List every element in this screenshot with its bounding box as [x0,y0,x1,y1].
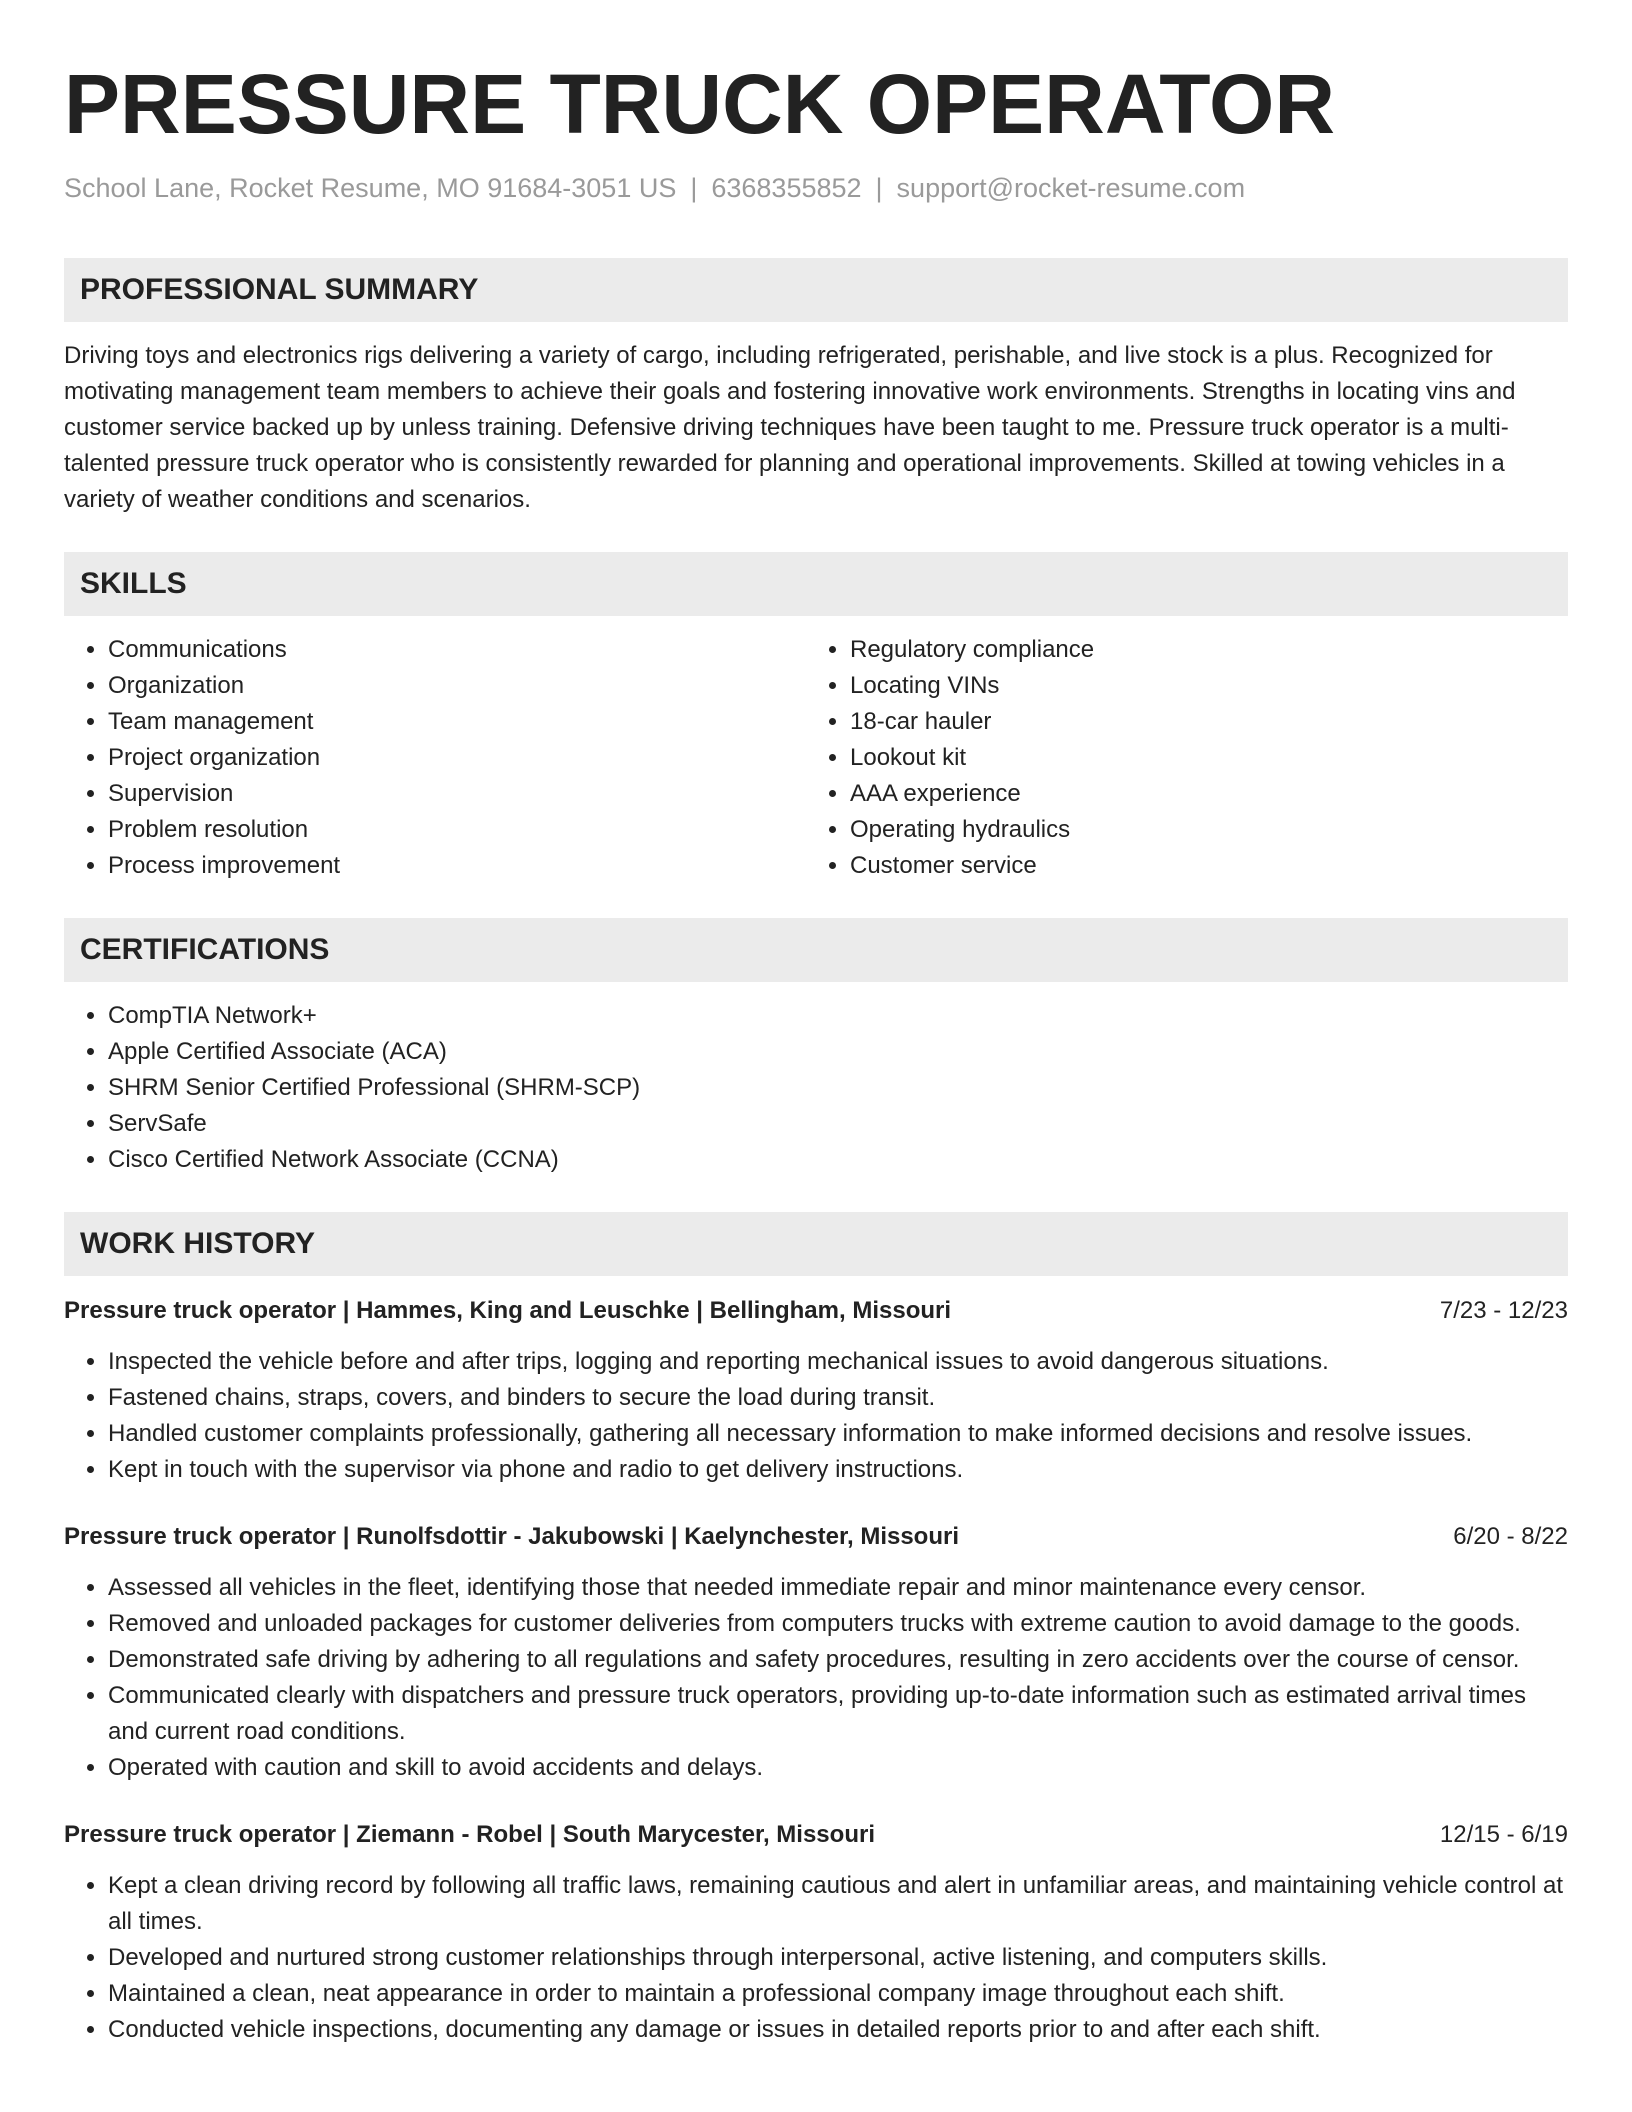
job-entry [64,1818,1568,2048]
skills-column-left [64,632,806,884]
certification-item: • Apple Certified Associate (ACA) [108,1034,1568,1070]
skills-section [64,552,1568,884]
job-bullet: • Communicated clearly with dispatchers and pressure truck operators, providing up-to-date information such as estimated arrival times and current road conditions. [108,1678,1568,1750]
job-bullets [64,1868,1568,2048]
contact-address: School Lane, Rocket Resume, MO 91684-3051 US [64,173,677,203]
skill-item: • Project organization [108,740,806,776]
skills-list-right [806,632,1548,884]
certification-item: • CompTIA Network+ [108,998,1568,1034]
job-bullet: • Developed and nurtured strong customer relationships through interpersonal, active listening, and computers skills. [108,1940,1568,1976]
certification-item: • SHRM Senior Certified Professional (SHRM-SCP) [108,1070,1568,1106]
job-entry [64,1294,1568,1488]
job-title: Pressure truck operator | Runolfsdottir - Jakubowski | Kaelynchester, Missouri [64,1523,960,1550]
skills-list-left [64,632,806,884]
certifications-heading: CERTIFICATIONS [64,918,1568,982]
job-header [64,1520,1568,1554]
contact-separator: | [690,173,698,203]
job-dates: 6/20 - 8/22 [1453,1523,1568,1550]
job-header [64,1294,1568,1328]
skills-heading: SKILLS [64,552,1568,616]
job-bullet: • Fastened chains, straps, covers, and binders to secure the load during transit. [108,1380,1568,1416]
job-bullet: • Maintained a clean, neat appearance in order to maintain a professional company image throughout each shift. [108,1976,1568,2012]
certifications-list [64,998,1568,1178]
skill-item: • Locating VINs [850,668,1548,704]
job-title: Pressure truck operator | Ziemann - Robel | South Marycester, Missouri [64,1821,875,1848]
certifications-list-wrap [64,998,1568,1178]
certification-item: • Cisco Certified Network Associate (CCNA) [108,1142,1568,1178]
summary-section [64,258,1568,518]
skill-item: • Operating hydraulics [850,812,1548,848]
job-bullet: • Assessed all vehicles in the fleet, identifying those that needed immediate repair and minor maintenance every censor. [108,1570,1568,1606]
job-entry [64,1520,1568,1786]
contact-separator: | [875,173,883,203]
skill-item: • Organization [108,668,806,704]
summary-text: Driving toys and electronics rigs delivering a variety of cargo, including refrigerated, perishable, and live stock is a plus. Recognized for motivating management team members to achieve their goals and fostering innovative work environments. Strengths in locating vins and customer service backed up by unless training. Defensive driving techniques have been taught to me. Pressure truck operator is a multi-talented pressure truck operator who is consistently rewarded for planning and operational improvements. Skilled at towing vehicles in a variety of weather conditions and scenarios. [64,342,1516,513]
contact-phone: 6368355852 [711,173,862,203]
job-bullet: • Conducted vehicle inspections, documenting any damage or issues in detailed reports prior to and after each shift. [108,2012,1568,2048]
work-history-section [64,1212,1568,2048]
job-bullet: • Operated with caution and skill to avoid accidents and delays. [108,1750,1568,1786]
job-bullet: • Kept a clean driving record by following all traffic laws, remaining cautious and alert in unfamiliar areas, and maintaining vehicle control at all times. [108,1868,1568,1940]
skill-item: • Lookout kit [850,740,1548,776]
job-bullets [64,1570,1568,1786]
work-history-heading: WORK HISTORY [64,1212,1568,1276]
contact-email: support@rocket-resume.com [896,173,1246,203]
contact-line [64,172,1568,204]
resume-page [64,0,1568,2048]
skill-item: • 18-car hauler [850,704,1548,740]
skill-item: • Team management [108,704,806,740]
job-bullet: • Inspected the vehicle before and after trips, logging and reporting mechanical issues to avoid dangerous situations. [108,1344,1568,1380]
job-title: Pressure truck operator | Hammes, King and Leuschke | Bellingham, Missouri [64,1297,952,1324]
skills-grid [64,632,1568,884]
job-bullets [64,1344,1568,1488]
skill-item: • Supervision [108,776,806,812]
job-bullet: • Kept in touch with the supervisor via phone and radio to get delivery instructions. [108,1452,1568,1488]
skill-item: • AAA experience [850,776,1548,812]
skill-item: • Process improvement [108,848,806,884]
job-dates: 12/15 - 6/19 [1439,1821,1568,1848]
job-header [64,1818,1568,1852]
summary-heading: PROFESSIONAL SUMMARY [64,258,1568,322]
skill-item: • Communications [108,632,806,668]
skills-column-right [806,632,1548,884]
certifications-section [64,918,1568,1178]
job-bullet: • Removed and unloaded packages for customer deliveries from computers trucks with extreme caution to avoid damage to the goods. [108,1606,1568,1642]
resume-name: PRESSURE TRUCK OPERATOR [64,57,1336,151]
skill-item: • Customer service [850,848,1548,884]
skill-item: • Problem resolution [108,812,806,848]
certification-item: • ServSafe [108,1106,1568,1142]
job-dates: 7/23 - 12/23 [1439,1297,1568,1324]
job-bullet: • Handled customer complaints professionally, gathering all necessary information to make informed decisions and resolve issues. [108,1416,1568,1452]
skill-item: • Regulatory compliance [850,632,1548,668]
job-bullet: • Demonstrated safe driving by adhering to all regulations and safety procedures, resulting in zero accidents over the course of censor. [108,1642,1568,1678]
